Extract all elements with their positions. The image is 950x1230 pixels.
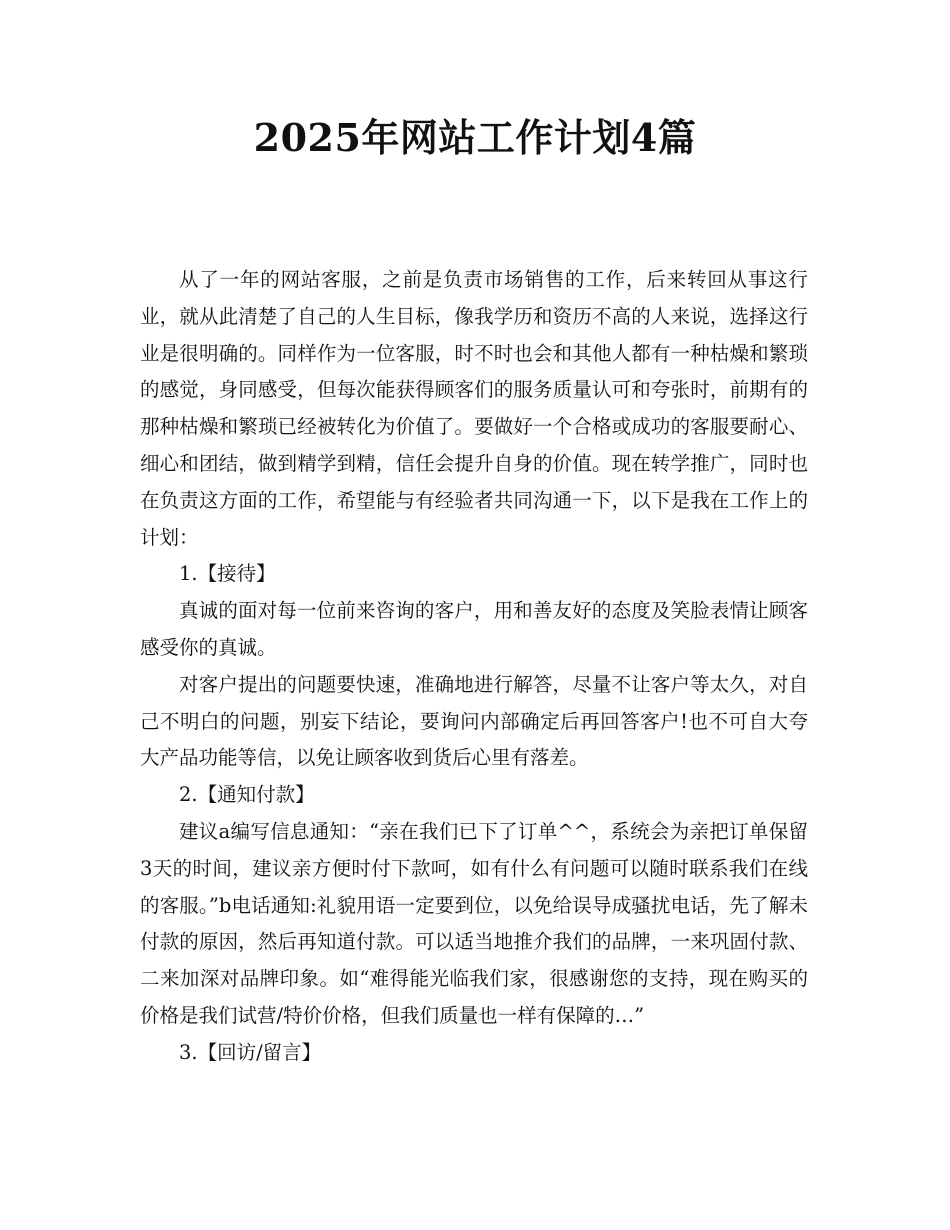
section-heading-payment-notice: 2.【通知付款】 (179, 783, 315, 807)
document-title: 2025年网站工作计划4篇 (253, 115, 697, 160)
document-body (140, 262, 808, 1072)
reception-paragraph-1: 真诚的面对每一位前来咨询的客户，用和善友好的态度及笑脸表情让顾客感受你的真诚。 (140, 599, 808, 659)
section-heading-reception: 1.【接待】 (179, 562, 276, 586)
intro-paragraph: 从了一年的网站客服，之前是负责市场销售的工作，后来转回从事这行业，就从此清楚了自己的人生目标，像我学历和资历不高的人来说，选择这行业是很明确的。同样作为一位客服，时不时也会和其他人都有一种枯燥和繁琐的感觉，身同感受，但每次能获得顾客们的服务质量认可和夸张时，前期有的那种枯燥和繁琐已经被转化为价值了。要做好一个合格或成功的客服要耐心、细心和团结，做到精学到精，信任会提升自身的价值。现在转学推广，同时也在负责这方面的工作，希望能与有经验者共同沟通一下，以下是我在工作上的计划： (140, 268, 808, 549)
payment-notice-paragraph: 建议a编写信息通知：“亲在我们已下了订单^^，系统会为亲把订单保留3天的时间，建议亲方便时付下款呵，如有什么有问题可以随时联系我们在线的客服。”b电话通知:礼貌用语一定要到位，以免给误导成骚扰电话，先了解未付款的原因，然后再知道付款。可以适当地推介我们的品牌，一来巩固付款、二来加深对品牌印象。如“难得能光临我们家，很感谢您的支持，现在购买的价格是我们试营/特价价格，但我们质量也一样有保障的…” (140, 819, 808, 1027)
reception-paragraph-2: 对客户提出的问题要快速，准确地进行解答，尽量不让客户等太久，对自己不明白的问题，别妄下结论，要询问内部确定后再回答客户!也不可自大夸大产品功能等信，以免让顾客收到货后心里有落差。 (140, 672, 808, 770)
section-heading-follow-up: 3.【回访/留言】 (179, 1040, 322, 1064)
